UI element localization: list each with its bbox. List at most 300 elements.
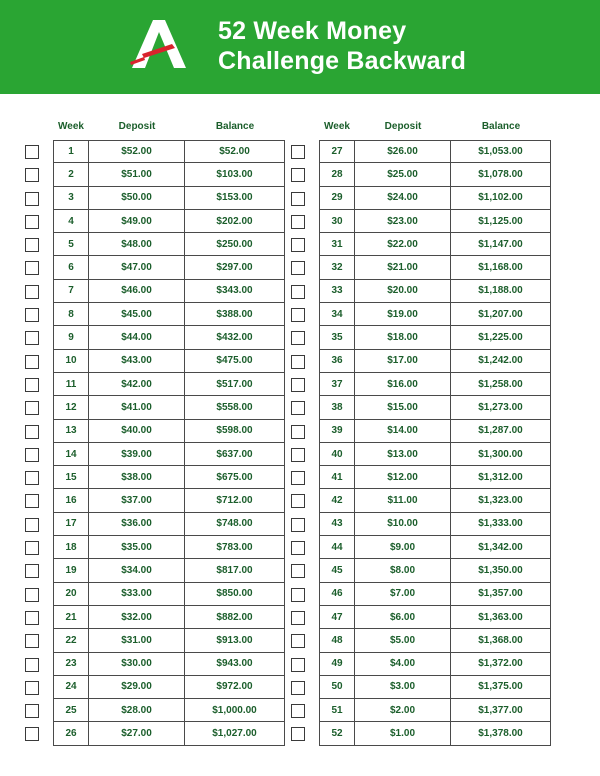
deposit-cell: $52.00 [89, 141, 185, 162]
week-cell: 7 [54, 280, 89, 302]
balance-cell: $103.00 [216, 168, 253, 180]
week-cell: 27 [320, 141, 355, 162]
row-cells [53, 489, 285, 512]
week-checkbox[interactable] [25, 145, 39, 159]
column-header-week: Week [324, 121, 350, 132]
week-cell: 46 [320, 583, 355, 605]
deposit-cell: $36.00 [89, 513, 185, 535]
balance-cell: $972.00 [216, 681, 253, 693]
deposit-cell: $42.00 [89, 373, 185, 395]
table-row [291, 653, 551, 676]
balance-cell: $1,102.00 [478, 192, 523, 204]
week-cell: 35 [320, 326, 355, 348]
row-cells [319, 350, 551, 373]
week-cell: 26 [54, 722, 89, 744]
table-row [291, 256, 551, 279]
week-cell: 39 [320, 420, 355, 442]
row-cells [53, 443, 285, 466]
row-cells [53, 420, 285, 443]
table-row [25, 420, 285, 443]
table-row [291, 326, 551, 349]
week-cell: 30 [320, 210, 355, 232]
week-cell: 12 [54, 396, 89, 418]
table-row [25, 699, 285, 722]
row-cells [319, 163, 551, 186]
row-cells [53, 163, 285, 186]
week-cell: 18 [54, 536, 89, 558]
row-cells [53, 373, 285, 396]
week-checkbox[interactable] [25, 238, 39, 252]
row-cells [53, 140, 285, 163]
week-checkbox[interactable] [25, 518, 39, 532]
table-row [25, 140, 285, 163]
balance-cell: $712.00 [216, 495, 253, 507]
row-cells [319, 536, 551, 559]
deposit-cell: $3.00 [355, 676, 451, 698]
table-row [291, 629, 551, 652]
row-cells [53, 350, 285, 373]
row-cells [319, 140, 551, 163]
week-checkbox[interactable] [291, 681, 305, 695]
deposit-cell: $50.00 [89, 187, 185, 209]
week-checkbox[interactable] [25, 727, 39, 741]
balance-cell: $153.00 [216, 192, 253, 204]
table-row [291, 420, 551, 443]
week-cell: 17 [54, 513, 89, 535]
deposit-cell: $21.00 [355, 256, 451, 278]
balance-cell: $817.00 [216, 564, 253, 576]
balance-cell: $52.00 [219, 146, 250, 158]
deposit-cell: $35.00 [89, 536, 185, 558]
row-cells [319, 256, 551, 279]
deposit-cell: $11.00 [355, 489, 451, 511]
week-cell: 37 [320, 373, 355, 395]
week-checkbox[interactable] [25, 541, 39, 555]
deposit-cell: $37.00 [89, 489, 185, 511]
row-cells [319, 653, 551, 676]
table-row [291, 489, 551, 512]
row-cells [53, 326, 285, 349]
week-checkbox[interactable] [25, 425, 39, 439]
week-checkbox[interactable] [25, 401, 39, 415]
row-cells [319, 606, 551, 629]
week-checkbox[interactable] [291, 308, 305, 322]
table-row [291, 443, 551, 466]
week-checkbox[interactable] [25, 634, 39, 648]
deposit-cell: $2.00 [355, 699, 451, 721]
week-checkbox[interactable] [25, 331, 39, 345]
row-cells [319, 559, 551, 582]
week-cell: 24 [54, 676, 89, 698]
week-checkbox[interactable] [25, 564, 39, 578]
balance-cell: $1,287.00 [478, 425, 523, 437]
week-checkbox[interactable] [291, 541, 305, 555]
week-checkbox[interactable] [25, 658, 39, 672]
table-rows [291, 140, 551, 746]
deposit-cell: $47.00 [89, 256, 185, 278]
deposit-cell: $8.00 [355, 559, 451, 581]
week-cell: 50 [320, 676, 355, 698]
deposit-cell: $6.00 [355, 606, 451, 628]
week-checkbox[interactable] [25, 285, 39, 299]
row-cells [319, 396, 551, 419]
balance-cell: $943.00 [216, 658, 253, 670]
table-row [25, 466, 285, 489]
week-cell: 23 [54, 653, 89, 675]
week-cell: 8 [54, 303, 89, 325]
balance-cell: $850.00 [216, 588, 253, 600]
week-checkbox[interactable] [25, 611, 39, 625]
table-row [291, 466, 551, 489]
deposit-cell: $39.00 [89, 443, 185, 465]
week-cell: 13 [54, 420, 89, 442]
week-checkbox[interactable] [291, 471, 305, 485]
deposit-cell: $51.00 [89, 163, 185, 185]
row-cells [53, 699, 285, 722]
row-cells [53, 629, 285, 652]
week-cell: 43 [320, 513, 355, 535]
deposit-cell: $45.00 [89, 303, 185, 325]
week-checkbox[interactable] [291, 145, 305, 159]
week-cell: 1 [54, 141, 89, 162]
balance-cell: $388.00 [216, 308, 253, 320]
table-row [291, 536, 551, 559]
table-row [25, 350, 285, 373]
row-cells [319, 233, 551, 256]
row-cells [319, 629, 551, 652]
balance-cell: $1,125.00 [478, 215, 523, 227]
week-checkbox[interactable] [25, 471, 39, 485]
balance-cell: $1,027.00 [212, 728, 257, 740]
table-row [25, 210, 285, 233]
week-checkbox[interactable] [25, 215, 39, 229]
row-cells [53, 466, 285, 489]
deposit-cell: $26.00 [355, 141, 451, 162]
deposit-cell: $19.00 [355, 303, 451, 325]
deposit-cell: $30.00 [89, 653, 185, 675]
row-cells [53, 280, 285, 303]
balance-cell: $475.00 [216, 355, 253, 367]
table-row [291, 722, 551, 745]
table-row [25, 653, 285, 676]
balance-cell: $202.00 [216, 215, 253, 227]
table-row [25, 187, 285, 210]
week-checkbox[interactable] [25, 588, 39, 602]
week-checkbox[interactable] [291, 727, 305, 741]
column-headers [25, 121, 285, 135]
deposit-cell: $10.00 [355, 513, 451, 535]
balance-cell: $598.00 [216, 425, 253, 437]
table-row [291, 513, 551, 536]
balance-cell: $1,357.00 [478, 588, 523, 600]
week-checkbox[interactable] [291, 238, 305, 252]
week-checkbox[interactable] [291, 448, 305, 462]
week-checkbox[interactable] [25, 308, 39, 322]
week-checkbox[interactable] [291, 215, 305, 229]
table-rows [25, 140, 285, 746]
week-checkbox[interactable] [291, 168, 305, 182]
week-cell: 51 [320, 699, 355, 721]
week-checkbox[interactable] [291, 192, 305, 206]
balance-cell: $748.00 [216, 518, 253, 530]
row-cells [53, 606, 285, 629]
week-checkbox[interactable] [291, 611, 305, 625]
week-checkbox[interactable] [25, 378, 39, 392]
balance-cell: $1,323.00 [478, 495, 523, 507]
table-row [291, 303, 551, 326]
row-cells [319, 722, 551, 745]
deposit-cell: $43.00 [89, 350, 185, 372]
week-checkbox[interactable] [25, 681, 39, 695]
balance-cell: $1,273.00 [478, 401, 523, 413]
row-cells [53, 256, 285, 279]
table-row [25, 373, 285, 396]
week-checkbox[interactable] [291, 261, 305, 275]
balance-cell: $1,053.00 [478, 146, 523, 158]
balance-cell: $1,375.00 [478, 681, 523, 693]
balance-cell: $1,000.00 [212, 704, 257, 716]
balance-cell: $1,363.00 [478, 611, 523, 623]
balance-cell: $432.00 [216, 332, 253, 344]
week-cell: 28 [320, 163, 355, 185]
balance-cell: $1,372.00 [478, 658, 523, 670]
deposit-cell: $49.00 [89, 210, 185, 232]
week-checkbox[interactable] [291, 704, 305, 718]
deposit-cell: $40.00 [89, 420, 185, 442]
row-cells [53, 559, 285, 582]
balance-cell: $913.00 [216, 634, 253, 646]
week-cell: 52 [320, 722, 355, 744]
deposit-cell: $12.00 [355, 466, 451, 488]
table-row [25, 513, 285, 536]
table-row [291, 350, 551, 373]
week-cell: 47 [320, 606, 355, 628]
deposit-cell: $23.00 [355, 210, 451, 232]
table-row [25, 256, 285, 279]
week-cell: 36 [320, 350, 355, 372]
row-cells [319, 583, 551, 606]
week-cell: 32 [320, 256, 355, 278]
row-cells [53, 722, 285, 745]
column-header-balance: Balance [215, 121, 255, 132]
deposit-cell: $14.00 [355, 420, 451, 442]
week-cell: 40 [320, 443, 355, 465]
week-cell: 41 [320, 466, 355, 488]
deposit-cell: $7.00 [355, 583, 451, 605]
deposit-cell: $1.00 [355, 722, 451, 744]
row-cells [319, 489, 551, 512]
table-row [25, 559, 285, 582]
week-cell: 48 [320, 629, 355, 651]
balance-cell: $1,377.00 [478, 704, 523, 716]
column-header-balance: Balance [481, 121, 521, 132]
row-cells [53, 536, 285, 559]
row-cells [319, 326, 551, 349]
deposit-cell: $25.00 [355, 163, 451, 185]
deposit-cell: $5.00 [355, 629, 451, 651]
title-line-2: Challenge Backward [218, 47, 467, 75]
week-checkbox[interactable] [291, 494, 305, 508]
balance-cell: $1,350.00 [478, 564, 523, 576]
week-checkbox[interactable] [291, 518, 305, 532]
table-row [291, 606, 551, 629]
table-row [25, 303, 285, 326]
header-banner [0, 0, 600, 94]
table-row [291, 163, 551, 186]
week-cell: 49 [320, 653, 355, 675]
column-headers [291, 121, 551, 135]
week-cell: 10 [54, 350, 89, 372]
week-cell: 4 [54, 210, 89, 232]
table-row [25, 443, 285, 466]
deposit-cell: $32.00 [89, 606, 185, 628]
week-cell: 21 [54, 606, 89, 628]
deposit-cell: $31.00 [89, 629, 185, 651]
row-cells [319, 466, 551, 489]
table-row [25, 280, 285, 303]
table-row [291, 396, 551, 419]
row-cells [53, 583, 285, 606]
week-checkbox[interactable] [291, 378, 305, 392]
table-row [291, 373, 551, 396]
table-row [291, 583, 551, 606]
table-row [25, 722, 285, 745]
deposit-cell: $44.00 [89, 326, 185, 348]
week-checkbox[interactable] [25, 192, 39, 206]
week-checkbox[interactable] [291, 355, 305, 369]
balance-cell: $1,300.00 [478, 448, 523, 460]
deposit-cell: $13.00 [355, 443, 451, 465]
week-cell: 14 [54, 443, 89, 465]
week-cell: 11 [54, 373, 89, 395]
row-cells [319, 676, 551, 699]
table-row [25, 489, 285, 512]
balance-cell: $343.00 [216, 285, 253, 297]
deposit-cell: $46.00 [89, 280, 185, 302]
balance-cell: $517.00 [216, 378, 253, 390]
balance-cell: $1,225.00 [478, 332, 523, 344]
balance-cell: $637.00 [216, 448, 253, 460]
deposit-cell: $29.00 [89, 676, 185, 698]
row-cells [319, 420, 551, 443]
row-cells [319, 699, 551, 722]
deposit-cell: $33.00 [89, 583, 185, 605]
deposit-cell: $9.00 [355, 536, 451, 558]
column-header-week: Week [58, 121, 84, 132]
deposit-cell: $38.00 [89, 466, 185, 488]
week-checkbox[interactable] [291, 331, 305, 345]
deposit-cell: $18.00 [355, 326, 451, 348]
table-row [25, 233, 285, 256]
week-cell: 5 [54, 233, 89, 255]
week-checkbox[interactable] [291, 425, 305, 439]
balance-cell: $882.00 [216, 611, 253, 623]
balance-cell: $1,147.00 [478, 238, 523, 250]
deposit-cell: $15.00 [355, 396, 451, 418]
table-row [25, 536, 285, 559]
week-cell: 45 [320, 559, 355, 581]
table-row [291, 699, 551, 722]
balance-cell: $675.00 [216, 471, 253, 483]
table-row [25, 676, 285, 699]
week-checkbox[interactable] [291, 564, 305, 578]
week-checkbox[interactable] [25, 355, 39, 369]
balance-cell: $1,333.00 [478, 518, 523, 530]
table-row [25, 396, 285, 419]
balance-cell: $1,378.00 [478, 728, 523, 740]
week-checkbox[interactable] [291, 634, 305, 648]
balance-cell: $1,242.00 [478, 355, 523, 367]
row-cells [53, 187, 285, 210]
week-checkbox[interactable] [291, 401, 305, 415]
week-cell: 29 [320, 187, 355, 209]
week-checkbox[interactable] [25, 448, 39, 462]
week-checkbox[interactable] [291, 658, 305, 672]
week-checkbox[interactable] [25, 168, 39, 182]
table-row [291, 210, 551, 233]
table-row [25, 326, 285, 349]
deposit-cell: $28.00 [89, 699, 185, 721]
row-cells [319, 187, 551, 210]
week-cell: 2 [54, 163, 89, 185]
table-row [291, 233, 551, 256]
row-cells [319, 280, 551, 303]
balance-cell: $297.00 [216, 262, 253, 274]
row-cells [53, 676, 285, 699]
row-cells [319, 373, 551, 396]
table-row [25, 606, 285, 629]
balance-cell: $1,258.00 [478, 378, 523, 390]
balance-cell: $1,168.00 [478, 262, 523, 274]
table-row [291, 280, 551, 303]
week-checkbox[interactable] [25, 494, 39, 508]
balance-cell: $1,207.00 [478, 308, 523, 320]
balance-cell: $558.00 [216, 401, 253, 413]
week-checkbox[interactable] [25, 261, 39, 275]
balance-cell: $1,188.00 [478, 285, 523, 297]
week-checkbox[interactable] [291, 588, 305, 602]
row-cells [53, 653, 285, 676]
week-cell: 42 [320, 489, 355, 511]
week-cell: 15 [54, 466, 89, 488]
week-checkbox[interactable] [25, 704, 39, 718]
row-cells [53, 303, 285, 326]
table-row [25, 583, 285, 606]
week-cell: 31 [320, 233, 355, 255]
balance-cell: $1,342.00 [478, 541, 523, 553]
week-checkbox[interactable] [291, 285, 305, 299]
deposit-cell: $22.00 [355, 233, 451, 255]
column-header-deposit: Deposit [384, 121, 422, 132]
deposit-cell: $17.00 [355, 350, 451, 372]
balance-cell: $1,078.00 [478, 168, 523, 180]
week-cell: 22 [54, 629, 89, 651]
row-cells [319, 303, 551, 326]
week-cell: 19 [54, 559, 89, 581]
balance-cell: $783.00 [216, 541, 253, 553]
deposit-cell: $24.00 [355, 187, 451, 209]
column-header-deposit: Deposit [118, 121, 156, 132]
page-title [218, 16, 466, 76]
balance-cell: $250.00 [216, 238, 253, 250]
week-cell: 20 [54, 583, 89, 605]
week-cell: 16 [54, 489, 89, 511]
week-cell: 9 [54, 326, 89, 348]
deposit-cell: $48.00 [89, 233, 185, 255]
row-cells [53, 210, 285, 233]
row-cells [53, 513, 285, 536]
table-row [291, 187, 551, 210]
